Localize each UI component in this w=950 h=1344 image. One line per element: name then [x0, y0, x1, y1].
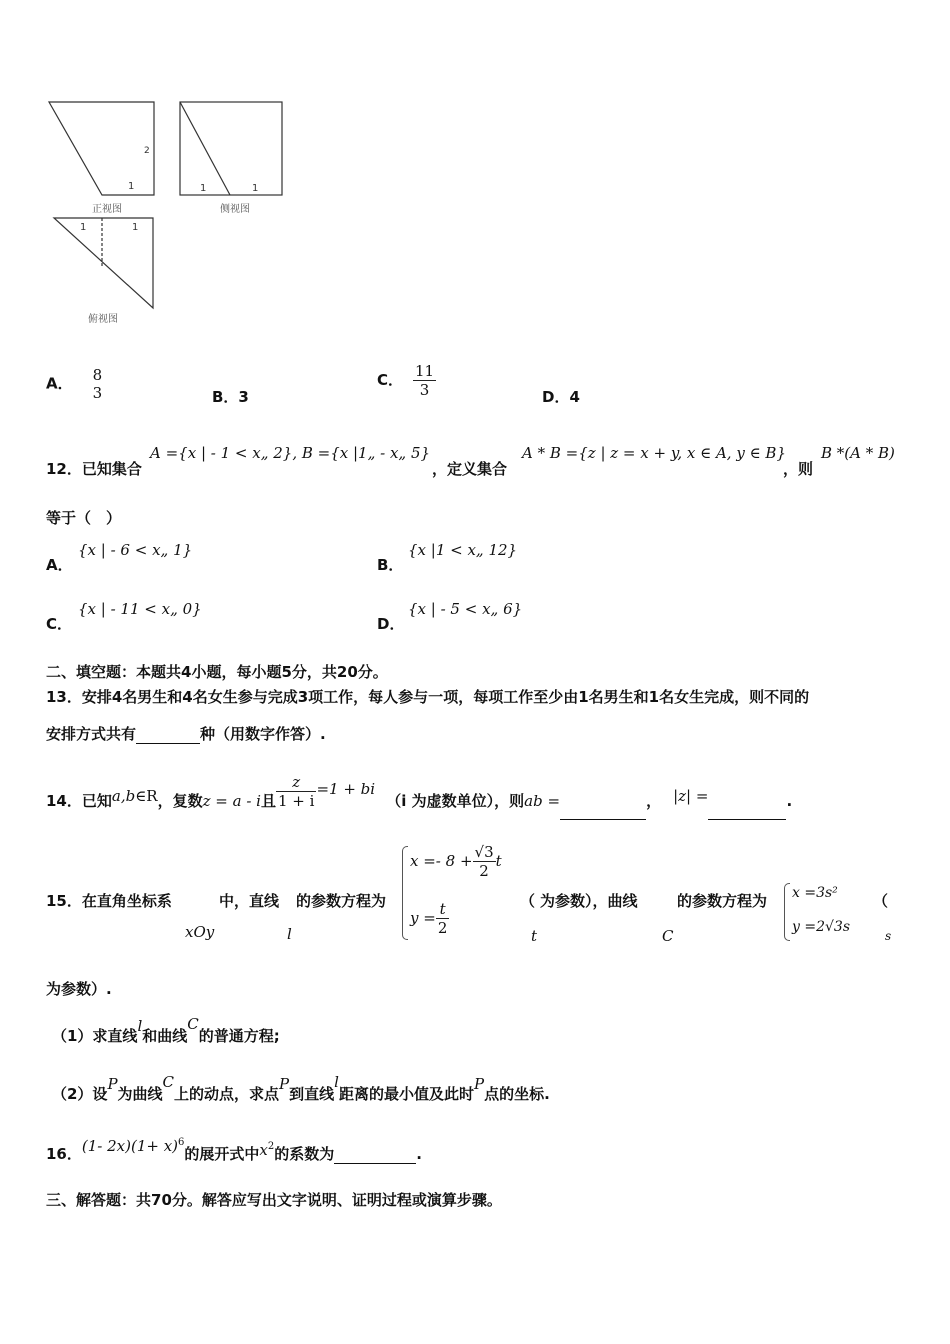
q14-ab-blank[interactable] [560, 805, 646, 820]
q15-line2: 为参数）. [46, 980, 112, 998]
q12-option-b-set: {x |1 < x„ 12} [408, 541, 518, 559]
top-caption: 俯视图 [88, 314, 118, 325]
q15-y-equation: y = $\frac{t}{2}$ [410, 900, 448, 937]
q12-expression: B *(A * B) [821, 444, 895, 462]
q12-tail: 等于（ ） [46, 509, 122, 527]
q11-option-c: C． $\frac{11}{3}$ [377, 362, 435, 399]
q15-curve-y: y =2√3s [792, 919, 851, 935]
q11-a-fraction: 8 3 [92, 366, 103, 402]
q14-fraction: $\frac{z}{1 + i}$ [277, 773, 315, 810]
front-caption: 正视图 [92, 204, 122, 215]
q11-option-d: D．4 [542, 388, 580, 406]
q14-absz-blank[interactable] [708, 805, 786, 820]
q11-option-b: B．3 [212, 388, 249, 406]
q11-c-fraction: $\frac{11}{3}$ [415, 362, 435, 399]
q15-param-open: （ [520, 892, 536, 910]
q16-answer-blank[interactable] [334, 1149, 416, 1164]
q15-curve-brace [784, 883, 790, 941]
q12-option-a-set: {x | - 6 < x„ 1} [78, 541, 193, 559]
q15-text-line: 中，直线 [219, 892, 280, 910]
section-2-heading: 二、填空题：本题共4小题，每小题5分，共20分。 [46, 663, 388, 681]
q15-part2: （2）设P为曲线C上的动点，求点P到直线l距离的最小值及此时P点的坐标. [52, 1073, 550, 1103]
q15-line-brace [402, 846, 408, 940]
q16-line: 16．(1- $2x)(1+ x)^6$的展开式中$x^2$的系数为 . [46, 1137, 422, 1163]
q15-t: t [531, 927, 538, 945]
top-right-label: 1 [132, 222, 139, 233]
q15-x-equation: x =- 8 + $\frac{√3}{2}$ t [410, 843, 502, 880]
q15-xoy: xOy [185, 923, 215, 941]
q12-definition: A * B ={z | z = x + y, x ∈ A, y ∈ B} [522, 444, 787, 462]
three-view-figure [40, 95, 300, 335]
side-left-label: 1 [200, 183, 207, 194]
q15-param-text: 为参数），曲线 [540, 892, 638, 910]
side-caption: 侧视图 [220, 204, 250, 215]
q15-text-param: 的参数方程为 [296, 892, 387, 910]
q13-answer-blank[interactable] [136, 729, 200, 744]
q11-option-a: A． 8 3 [46, 366, 103, 402]
front-view-shape [49, 102, 154, 195]
q15-l: l [287, 925, 292, 943]
q15-intro: 15．在直角坐标系 [46, 892, 172, 910]
q15-curve-x: x =3s² [792, 885, 838, 901]
q12-option-b-label: B． [377, 556, 404, 574]
q15-part1: （1）求直线l和曲线C的普通方程; [52, 1015, 280, 1045]
front-right-label: 2 [144, 146, 150, 156]
q15-C: C [662, 927, 674, 945]
q12-option-c-set: {x | - 11 < x„ 0} [78, 600, 202, 618]
q13-line2: 安排方式共有 种（用数字作答）. [46, 725, 326, 743]
q12-set-a-b: A ={x | - 1 < x„ 2}, B ={x |1„ - x„ 5} [150, 444, 431, 462]
q12-option-c-label: C． [46, 615, 73, 633]
side-view-diagonal [180, 102, 230, 195]
q12-then-text: ，则 [783, 460, 814, 478]
side-right-label: 1 [252, 183, 259, 194]
q15-param2-open: （ [873, 892, 889, 910]
q12-option-a-label: A． [46, 556, 73, 574]
q15-curve-text: 的参数方程为 [677, 892, 768, 910]
q15-s: s [885, 929, 892, 943]
section-3-heading: 三、解答题：共70分。解答应写出文字说明、证明过程或演算步骤。 [46, 1191, 502, 1209]
front-bottom-label: 1 [128, 181, 135, 192]
q12-number: 12．已知集合 [46, 460, 142, 478]
side-view-shape [180, 102, 282, 195]
q12-option-d-set: {x | - 5 < x„ 6} [408, 600, 523, 618]
q12-define-text: ，定义集合 [432, 460, 508, 478]
top-left-label: 1 [80, 222, 87, 233]
q13-line1: 13．安排4名男生和4名女生参与完成3项工作，每人参与一项，每项工作至少由1名男生和1名女生完成，则不同的 [46, 688, 810, 706]
q12-option-d-label: D． [377, 615, 405, 633]
q14-line: 14．已知a,b∈R，复数z = a - i且 $\frac{z}{1 + i}$ =1 + bi （i 为虚数单位），则ab = ， |z| = . [46, 783, 792, 820]
